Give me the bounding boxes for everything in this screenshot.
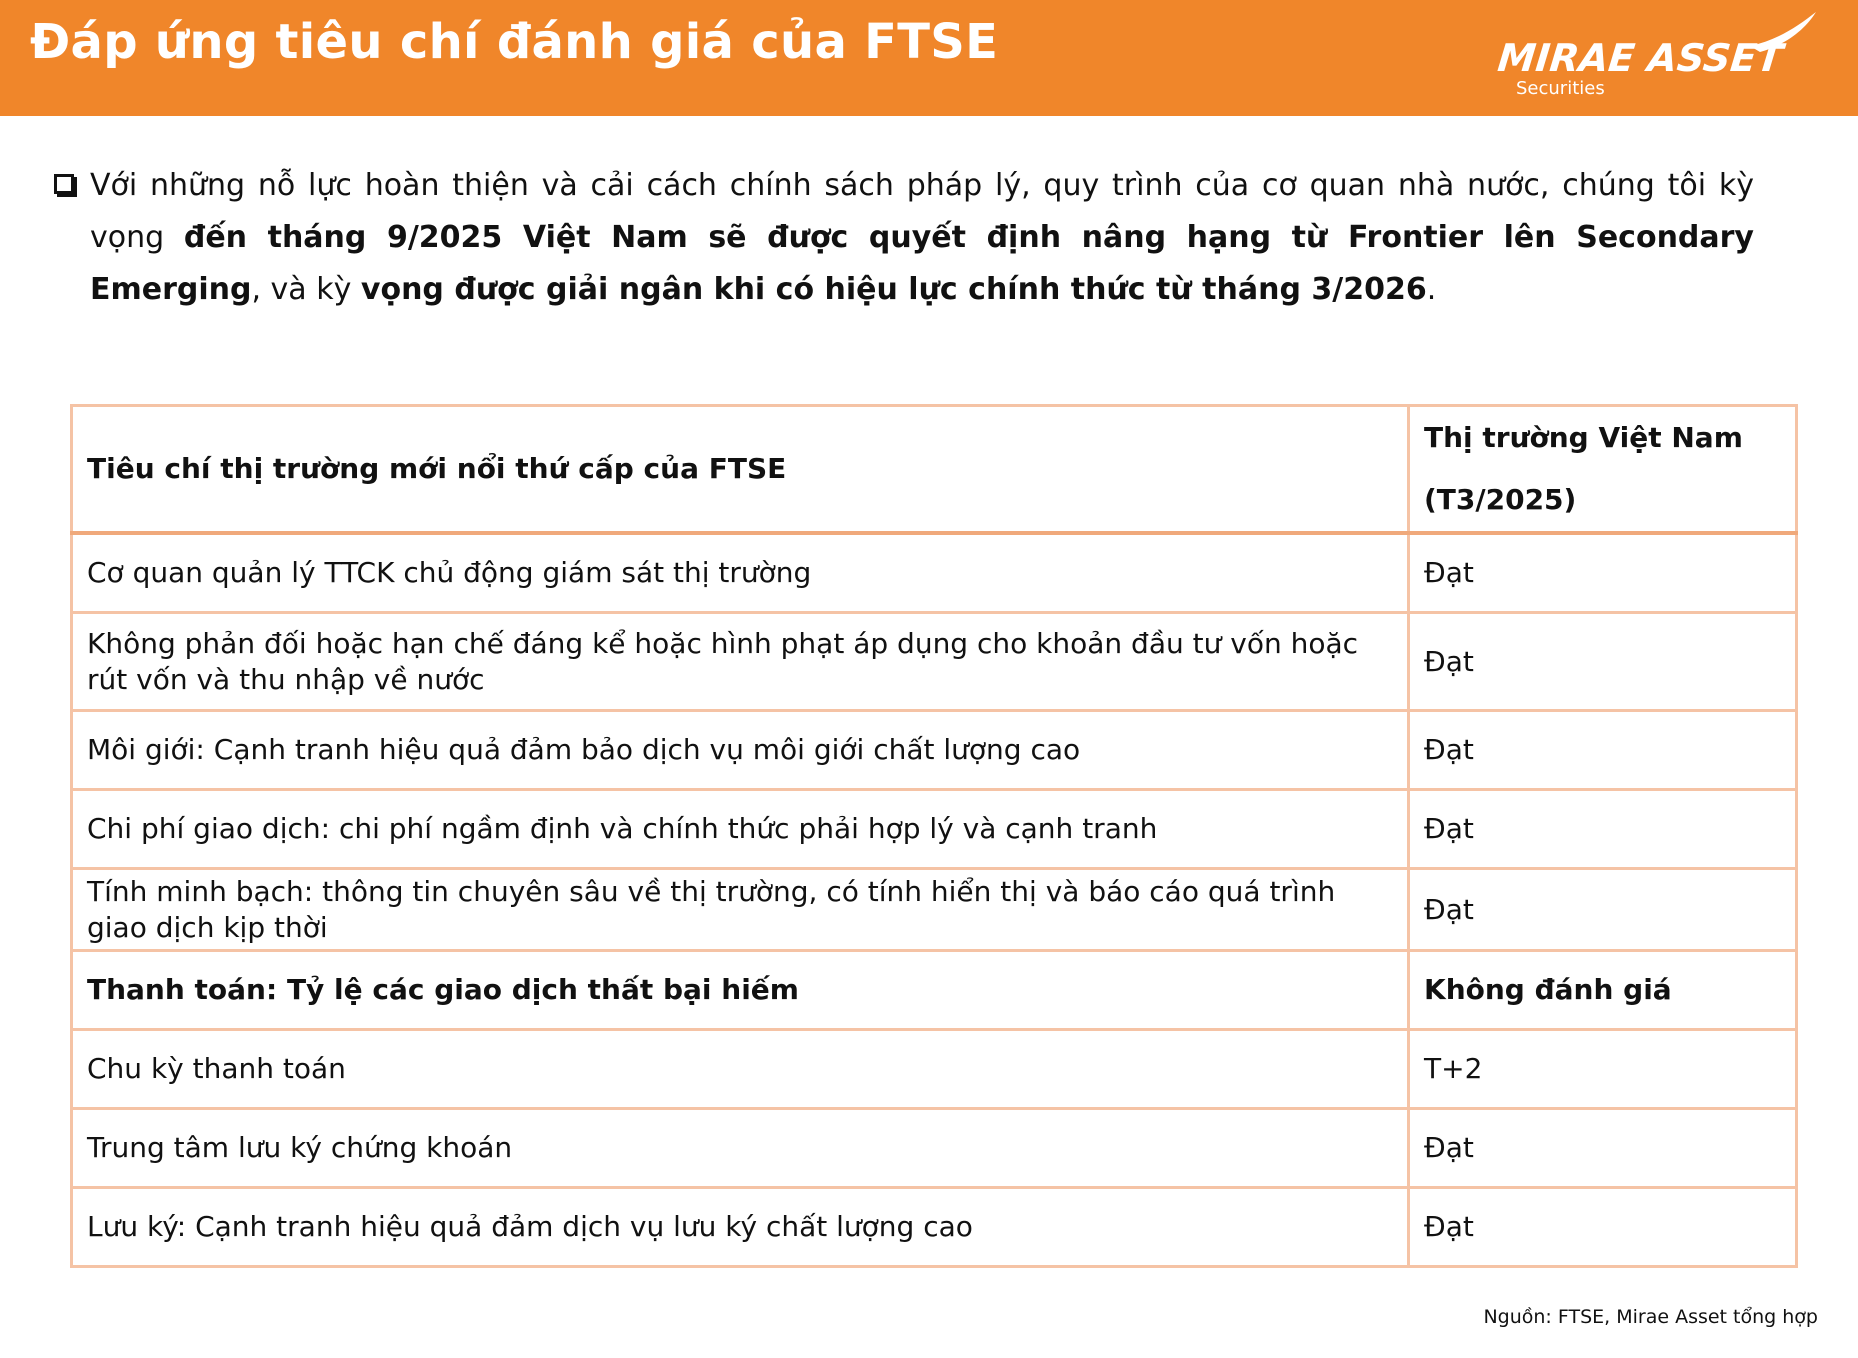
criterion-cell: Tính minh bạch: thông tin chuyên sâu về thị trường, có tính hiển thị và báo cáo quá trình giao dịch kịp thời bbox=[72, 869, 1409, 951]
header-criterion: Tiêu chí thị trường mới nổi thứ cấp của FTSE bbox=[72, 406, 1409, 534]
header-vietnam-line1: Thị trường Việt Nam bbox=[1424, 421, 1743, 454]
criterion-cell: Thanh toán: Tỷ lệ các giao dịch thất bại hiếm bbox=[72, 951, 1409, 1030]
ftse-criteria-table bbox=[70, 404, 1798, 1268]
table-row bbox=[72, 790, 1797, 869]
table-row bbox=[72, 1188, 1797, 1267]
source-note: Nguồn: FTSE, Mirae Asset tổng hợp bbox=[1483, 1306, 1818, 1328]
criterion-cell: Cơ quan quản lý TTCK chủ động giám sát thị trường bbox=[72, 533, 1409, 613]
status-cell: Đạt bbox=[1409, 869, 1797, 951]
status-cell: T+2 bbox=[1409, 1030, 1797, 1109]
status-cell: Đạt bbox=[1409, 613, 1797, 711]
criterion-cell: Chu kỳ thanh toán bbox=[72, 1030, 1409, 1109]
criterion-cell: Chi phí giao dịch: chi phí ngầm định và chính thức phải hợp lý và cạnh tranh bbox=[72, 790, 1409, 869]
table-row bbox=[72, 951, 1797, 1030]
logo-subtext: Securities bbox=[1516, 78, 1605, 99]
checkbox-bullet-icon bbox=[54, 174, 74, 194]
table-row bbox=[72, 711, 1797, 790]
status-cell: Đạt bbox=[1409, 1188, 1797, 1267]
intro-bold-text-1: đến tháng 9/2025 Việt Nam sẽ được quyết định nâng hạng từ Frontier lên Secondary Emerging bbox=[90, 220, 1754, 307]
header-vietnam-market bbox=[1409, 406, 1797, 534]
table-row bbox=[72, 1109, 1797, 1188]
intro-end-text: . bbox=[1426, 272, 1437, 307]
criterion-cell: Môi giới: Cạnh tranh hiệu quả đảm bảo dịch vụ môi giới chất lượng cao bbox=[72, 711, 1409, 790]
intro-normal-text: Với những nỗ lực hoàn thiện và cải cách chính sách pháp lý, quy trình của cơ quan nhà nước, chúng tôi kỳ vọng bbox=[90, 168, 1754, 255]
intro-text bbox=[54, 160, 1754, 316]
page-title: Đáp ứng tiêu chí đánh giá của FTSE bbox=[30, 14, 999, 70]
status-cell: Không đánh giá bbox=[1409, 951, 1797, 1030]
status-cell: Đạt bbox=[1409, 1109, 1797, 1188]
status-cell: Đạt bbox=[1409, 711, 1797, 790]
criterion-cell: Lưu ký: Cạnh tranh hiệu quả đảm dịch vụ lưu ký chất lượng cao bbox=[72, 1188, 1409, 1267]
table-row bbox=[72, 1030, 1797, 1109]
criterion-cell: Trung tâm lưu ký chứng khoán bbox=[72, 1109, 1409, 1188]
status-cell: Đạt bbox=[1409, 790, 1797, 869]
table-row bbox=[72, 533, 1797, 613]
intro-middle-text: , và kỳ bbox=[251, 272, 361, 307]
table-row bbox=[72, 869, 1797, 951]
header-bar bbox=[0, 0, 1858, 116]
mirae-asset-logo bbox=[1495, 10, 1828, 106]
intro-bold-text-2: vọng được giải ngân khi có hiệu lực chính thức từ tháng 3/2026 bbox=[360, 272, 1427, 307]
intro-paragraph bbox=[54, 160, 1754, 316]
header-vietnam-line2: (T3/2025) bbox=[1424, 483, 1577, 516]
logo-text: MIRAE ASSET bbox=[1495, 36, 1785, 80]
table-header-row bbox=[72, 406, 1797, 534]
status-cell: Đạt bbox=[1409, 533, 1797, 613]
criterion-cell: Không phản đối hoặc hạn chế đáng kể hoặc hình phạt áp dụng cho khoản đầu tư vốn hoặc rút vốn và thu nhập về nước bbox=[72, 613, 1409, 711]
table-row bbox=[72, 613, 1797, 711]
